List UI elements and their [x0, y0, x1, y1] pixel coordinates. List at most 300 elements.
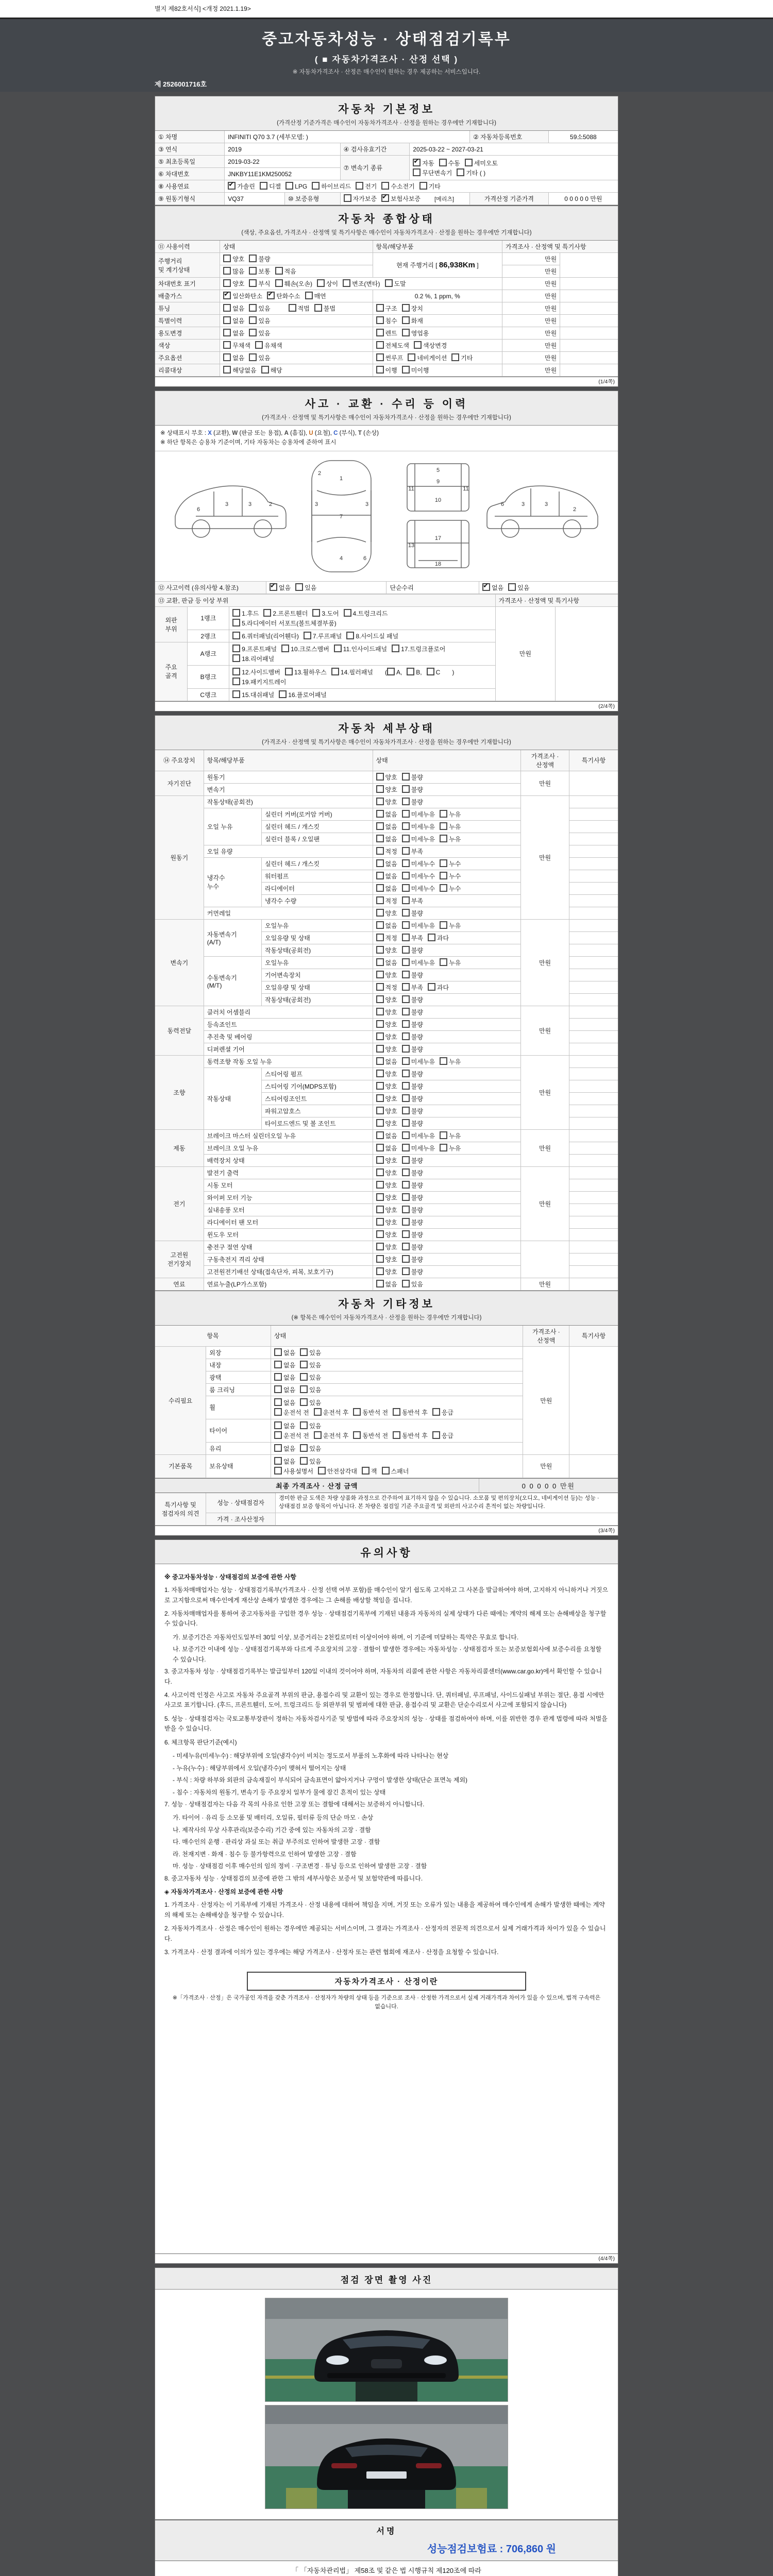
checkbox-양호[interactable]: 양호 — [376, 773, 397, 782]
checkbox-불량[interactable]: 불량 — [402, 785, 423, 794]
unchecked-checkbox-icon[interactable] — [318, 1467, 326, 1475]
checked-checkbox-icon[interactable] — [270, 583, 277, 591]
unchecked-checkbox-icon[interactable] — [440, 1131, 447, 1139]
checkbox-있음[interactable]: 있음 — [295, 583, 316, 592]
unchecked-checkbox-icon[interactable] — [376, 859, 384, 867]
unchecked-checkbox-icon[interactable] — [402, 1094, 410, 1102]
checkbox-없음[interactable]: 없음 — [223, 304, 244, 313]
unchecked-checkbox-icon[interactable] — [402, 847, 410, 855]
unchecked-checkbox-icon[interactable] — [223, 366, 231, 374]
checkbox-적음[interactable]: 적음 — [275, 267, 296, 276]
unchecked-checkbox-icon[interactable] — [432, 1408, 440, 1416]
unchecked-checkbox-icon[interactable] — [402, 1008, 410, 1015]
unchecked-checkbox-icon[interactable] — [376, 810, 384, 818]
checkbox-기타 ( )[interactable]: 기타 ( ) — [457, 168, 485, 177]
checkbox-없음[interactable]: 없음 — [274, 1348, 295, 1357]
checkbox-양호[interactable]: 양호 — [376, 1070, 397, 1078]
checkbox-누유[interactable]: 누유 — [440, 1057, 461, 1066]
checkbox-불법[interactable]: 불법 — [314, 304, 335, 313]
checkbox-적정[interactable]: 적정 — [376, 896, 397, 905]
checkbox-많음[interactable]: 많음 — [223, 267, 244, 276]
checkbox-없음[interactable]: 없음 — [274, 1361, 295, 1369]
unchecked-checkbox-icon[interactable] — [407, 668, 414, 675]
checkbox-있음[interactable]: 있음 — [300, 1444, 321, 1453]
checkbox-보험사보증[interactable]: ✔ 보험사보증 — [381, 194, 421, 203]
unchecked-checkbox-icon[interactable] — [376, 1156, 384, 1164]
checkbox-적정[interactable]: 적정 — [376, 983, 397, 992]
unchecked-checkbox-icon[interactable] — [300, 1444, 308, 1452]
checkbox-네비게이션[interactable]: 네비게이션 — [408, 353, 447, 362]
checkbox-12.사이드멤버[interactable]: 12.사이드멤버 — [232, 668, 280, 676]
unchecked-checkbox-icon[interactable] — [440, 921, 447, 929]
checkbox-미세누수[interactable]: 미세누수 — [402, 884, 435, 893]
unchecked-checkbox-icon[interactable] — [331, 668, 339, 675]
checkbox-불량[interactable]: 불량 — [402, 798, 423, 806]
checkbox-양호[interactable]: 양호 — [376, 785, 397, 794]
checkbox-잭[interactable]: 잭 — [362, 1467, 377, 1476]
checkbox-8.사이드실 패널[interactable]: 8.사이드실 패널 — [346, 632, 398, 640]
checkbox-무단변속기[interactable]: 무단변속기 — [413, 168, 452, 177]
unchecked-checkbox-icon[interactable] — [223, 353, 231, 361]
unchecked-checkbox-icon[interactable] — [440, 822, 447, 830]
checkbox-누수[interactable]: 누수 — [440, 884, 461, 893]
unchecked-checkbox-icon[interactable] — [376, 785, 384, 793]
unchecked-checkbox-icon[interactable] — [232, 654, 240, 662]
unchecked-checkbox-icon[interactable] — [353, 1408, 361, 1416]
checkbox-상이[interactable]: 상이 — [317, 279, 338, 288]
unchecked-checkbox-icon[interactable] — [376, 921, 384, 929]
unchecked-checkbox-icon[interactable] — [402, 785, 410, 793]
checkbox-미이행[interactable]: 미이행 — [402, 366, 429, 375]
unchecked-checkbox-icon[interactable] — [274, 1457, 282, 1465]
checkbox-양호[interactable]: 양호 — [376, 1255, 397, 1264]
checkbox-양호[interactable]: 양호 — [376, 995, 397, 1004]
unchecked-checkbox-icon[interactable] — [232, 668, 240, 675]
unchecked-checkbox-icon[interactable] — [285, 182, 293, 190]
checkbox-동반석 전[interactable]: 동반석 전 — [353, 1431, 388, 1440]
checkbox-11.인사이드패널[interactable]: 11.인사이드패널 — [334, 645, 387, 653]
unchecked-checkbox-icon[interactable] — [232, 677, 240, 685]
unchecked-checkbox-icon[interactable] — [274, 1408, 282, 1416]
unchecked-checkbox-icon[interactable] — [402, 1156, 410, 1164]
unchecked-checkbox-icon[interactable] — [376, 971, 384, 978]
unchecked-checkbox-icon[interactable] — [300, 1385, 308, 1393]
unchecked-checkbox-icon[interactable] — [275, 267, 283, 275]
unchecked-checkbox-icon[interactable] — [402, 971, 410, 978]
unchecked-checkbox-icon[interactable] — [249, 316, 257, 324]
checkbox-해당[interactable]: 해당 — [261, 366, 282, 375]
checkbox-없음[interactable]: 없음 — [376, 921, 397, 930]
checkbox-없음[interactable]: 없음 — [376, 884, 397, 893]
checkbox-양호[interactable]: 양호 — [376, 798, 397, 806]
checkbox-있음[interactable]: 있음 — [249, 353, 270, 362]
checkbox-미세누유[interactable]: 미세누유 — [402, 921, 435, 930]
unchecked-checkbox-icon[interactable] — [402, 773, 410, 781]
unchecked-checkbox-icon[interactable] — [274, 1361, 282, 1368]
checkbox-탄화수소[interactable]: ✔ 탄화수소 — [267, 292, 300, 300]
unchecked-checkbox-icon[interactable] — [376, 1131, 384, 1139]
unchecked-checkbox-icon[interactable] — [393, 1431, 400, 1439]
unchecked-checkbox-icon[interactable] — [223, 329, 231, 336]
checkbox-15.대쉬패널[interactable]: 15.대쉬패널 — [232, 690, 274, 699]
unchecked-checkbox-icon[interactable] — [362, 1467, 369, 1475]
checkbox-17.트렁크플로어[interactable]: 17.트렁크플로어 — [392, 645, 445, 653]
unchecked-checkbox-icon[interactable] — [376, 1107, 384, 1114]
checkbox-미세누수[interactable]: 미세누수 — [402, 872, 435, 880]
unchecked-checkbox-icon[interactable] — [295, 583, 303, 591]
unchecked-checkbox-icon[interactable] — [402, 1168, 410, 1176]
unchecked-checkbox-icon[interactable] — [392, 645, 399, 652]
unchecked-checkbox-icon[interactable] — [334, 645, 342, 652]
checkbox-없음[interactable]: 없음 — [376, 1280, 397, 1289]
unchecked-checkbox-icon[interactable] — [402, 921, 410, 929]
unchecked-checkbox-icon[interactable] — [314, 304, 322, 312]
checkbox-응급[interactable]: 응급 — [432, 1431, 453, 1440]
unchecked-checkbox-icon[interactable] — [274, 1398, 282, 1406]
unchecked-checkbox-icon[interactable] — [376, 995, 384, 1003]
unchecked-checkbox-icon[interactable] — [223, 279, 231, 287]
checkbox-없음[interactable]: 없음 — [223, 316, 244, 325]
checkbox-과다[interactable]: 과다 — [428, 983, 449, 992]
unchecked-checkbox-icon[interactable] — [249, 267, 257, 275]
checkbox-세미오토[interactable]: 세미오토 — [465, 159, 498, 167]
checkbox-양호[interactable]: 양호 — [376, 1218, 397, 1227]
checkbox-18.리어패널[interactable]: 18.리어패널 — [232, 654, 274, 663]
checked-checkbox-icon[interactable] — [413, 159, 421, 166]
unchecked-checkbox-icon[interactable] — [279, 690, 287, 698]
checkbox-5.라디에이터 서포트(볼트체결부품)[interactable]: 5.라디에이터 서포트(볼트체결부품) — [232, 619, 337, 628]
checkbox-없음[interactable]: ✔ 없음 — [270, 583, 291, 592]
checkbox-양호[interactable]: 양호 — [376, 1230, 397, 1239]
checkbox-누유[interactable]: 누유 — [440, 810, 461, 819]
unchecked-checkbox-icon[interactable] — [281, 645, 289, 652]
unchecked-checkbox-icon[interactable] — [274, 1444, 282, 1452]
unchecked-checkbox-icon[interactable] — [440, 884, 447, 892]
checked-checkbox-icon[interactable] — [228, 182, 236, 190]
checkbox-부족[interactable]: 부족 — [402, 934, 423, 942]
checkbox-불량[interactable]: 불량 — [402, 971, 423, 979]
unchecked-checkbox-icon[interactable] — [300, 1398, 308, 1406]
unchecked-checkbox-icon[interactable] — [274, 1431, 282, 1439]
checkbox-양호[interactable]: 양호 — [376, 1045, 397, 1054]
unchecked-checkbox-icon[interactable] — [376, 1144, 384, 1151]
unchecked-checkbox-icon[interactable] — [376, 1255, 384, 1263]
unchecked-checkbox-icon[interactable] — [274, 1348, 282, 1356]
unchecked-checkbox-icon[interactable] — [263, 609, 271, 617]
checkbox-스패너[interactable]: 스패너 — [382, 1467, 409, 1476]
checkbox-있음[interactable]: 있음 — [249, 329, 270, 337]
unchecked-checkbox-icon[interactable] — [402, 1032, 410, 1040]
unchecked-checkbox-icon[interactable] — [381, 182, 389, 190]
unchecked-checkbox-icon[interactable] — [376, 329, 384, 336]
unchecked-checkbox-icon[interactable] — [376, 958, 384, 966]
checkbox-있음[interactable]: 있음 — [508, 583, 529, 592]
unchecked-checkbox-icon[interactable] — [402, 983, 410, 991]
unchecked-checkbox-icon[interactable] — [413, 168, 421, 176]
checkbox-양호[interactable]: 양호 — [376, 1168, 397, 1177]
checked-checkbox-icon[interactable] — [381, 194, 389, 202]
checkbox-1.후드[interactable]: 1.후드 — [232, 609, 259, 618]
checkbox-양호[interactable]: 양호 — [223, 279, 244, 288]
checkbox-전체도색[interactable]: 전체도색 — [376, 341, 409, 350]
unchecked-checkbox-icon[interactable] — [440, 835, 447, 842]
checkbox-없음[interactable]: 없음 — [274, 1421, 295, 1430]
checkbox-14.필러패널[interactable]: 14.필러패널 — [331, 668, 373, 676]
unchecked-checkbox-icon[interactable] — [376, 909, 384, 917]
checkbox-누유[interactable]: 누유 — [440, 1131, 461, 1140]
checkbox-없음[interactable]: ✔ 없음 — [482, 583, 503, 592]
unchecked-checkbox-icon[interactable] — [376, 1206, 384, 1213]
unchecked-checkbox-icon[interactable] — [356, 182, 363, 190]
unchecked-checkbox-icon[interactable] — [385, 279, 393, 287]
unchecked-checkbox-icon[interactable] — [376, 798, 384, 805]
unchecked-checkbox-icon[interactable] — [402, 859, 410, 867]
checkbox-19.패키지트레이[interactable]: 19.패키지트레이 — [232, 677, 286, 686]
checkbox-유채색[interactable]: 유채색 — [255, 341, 282, 350]
unchecked-checkbox-icon[interactable] — [427, 668, 434, 675]
unchecked-checkbox-icon[interactable] — [305, 292, 313, 299]
unchecked-checkbox-icon[interactable] — [402, 329, 410, 336]
unchecked-checkbox-icon[interactable] — [376, 366, 384, 374]
checkbox-보통[interactable]: 보통 — [249, 267, 270, 276]
checkbox-영업용[interactable]: 영업용 — [402, 329, 429, 337]
unchecked-checkbox-icon[interactable] — [376, 1032, 384, 1040]
checkbox-미세누유[interactable]: 미세누유 — [402, 835, 435, 843]
unchecked-checkbox-icon[interactable] — [402, 835, 410, 842]
checkbox-동반석 후[interactable]: 동반석 후 — [393, 1408, 428, 1417]
checkbox-불량[interactable]: 불량 — [402, 1218, 423, 1227]
unchecked-checkbox-icon[interactable] — [402, 958, 410, 966]
unchecked-checkbox-icon[interactable] — [376, 1168, 384, 1176]
unchecked-checkbox-icon[interactable] — [376, 1070, 384, 1077]
checkbox-C[interactable]: C — [427, 668, 441, 676]
checkbox-불량[interactable]: 불량 — [402, 1168, 423, 1177]
checkbox-양호[interactable]: 양호 — [376, 1032, 397, 1041]
unchecked-checkbox-icon[interactable] — [376, 1267, 384, 1275]
checkbox-불량[interactable]: 불량 — [402, 1156, 423, 1165]
unchecked-checkbox-icon[interactable] — [376, 1230, 384, 1238]
checkbox-변조(변타)[interactable]: 변조(변타) — [343, 279, 380, 288]
unchecked-checkbox-icon[interactable] — [223, 304, 231, 312]
unchecked-checkbox-icon[interactable] — [402, 1119, 410, 1127]
unchecked-checkbox-icon[interactable] — [274, 1467, 282, 1475]
unchecked-checkbox-icon[interactable] — [402, 1082, 410, 1090]
unchecked-checkbox-icon[interactable] — [419, 182, 427, 190]
checkbox-없음[interactable]: 없음 — [274, 1457, 295, 1466]
checkbox-없음[interactable]: 없음 — [223, 353, 244, 362]
checkbox-가솔린[interactable]: ✔ 가솔린 — [228, 182, 255, 191]
checkbox-과다[interactable]: 과다 — [428, 934, 449, 942]
unchecked-checkbox-icon[interactable] — [344, 609, 351, 617]
unchecked-checkbox-icon[interactable] — [465, 159, 473, 166]
unchecked-checkbox-icon[interactable] — [402, 1181, 410, 1189]
checkbox-있음[interactable]: 있음 — [300, 1361, 321, 1369]
unchecked-checkbox-icon[interactable] — [312, 609, 320, 617]
unchecked-checkbox-icon[interactable] — [376, 934, 384, 941]
unchecked-checkbox-icon[interactable] — [275, 279, 283, 287]
unchecked-checkbox-icon[interactable] — [402, 909, 410, 917]
unchecked-checkbox-icon[interactable] — [402, 1243, 410, 1250]
checkbox-수동[interactable]: 수동 — [439, 159, 460, 167]
checkbox-양호[interactable]: 양호 — [376, 909, 397, 918]
unchecked-checkbox-icon[interactable] — [249, 279, 257, 287]
unchecked-checkbox-icon[interactable] — [402, 1255, 410, 1263]
checkbox-응급[interactable]: 응급 — [432, 1408, 453, 1417]
checkbox-있음[interactable]: 있음 — [402, 1280, 423, 1289]
checkbox-있음[interactable]: 있음 — [300, 1398, 321, 1407]
checkbox-있음[interactable]: 있음 — [300, 1457, 321, 1466]
checkbox-불량[interactable]: 불량 — [402, 1255, 423, 1264]
unchecked-checkbox-icon[interactable] — [376, 847, 384, 855]
checkbox-도말[interactable]: 도말 — [385, 279, 406, 288]
checkbox-해당없음[interactable]: 해당없음 — [223, 366, 256, 375]
checkbox-불량[interactable]: 불량 — [402, 1032, 423, 1041]
unchecked-checkbox-icon[interactable] — [232, 632, 240, 639]
checkbox-미세누유[interactable]: 미세누유 — [402, 1144, 435, 1153]
checkbox-있음[interactable]: 있음 — [300, 1421, 321, 1430]
checkbox-적정[interactable]: 적정 — [376, 847, 397, 856]
checkbox-불량[interactable]: 불량 — [402, 995, 423, 1004]
checkbox-없음[interactable]: 없음 — [376, 810, 397, 819]
unchecked-checkbox-icon[interactable] — [376, 1243, 384, 1250]
checkbox-없음[interactable]: 없음 — [376, 835, 397, 843]
unchecked-checkbox-icon[interactable] — [508, 583, 516, 591]
unchecked-checkbox-icon[interactable] — [223, 255, 231, 262]
unchecked-checkbox-icon[interactable] — [223, 316, 231, 324]
unchecked-checkbox-icon[interactable] — [376, 341, 384, 349]
unchecked-checkbox-icon[interactable] — [376, 1119, 384, 1127]
checkbox-양호[interactable]: 양호 — [376, 1094, 397, 1103]
checkbox-없음[interactable]: 없음 — [376, 822, 397, 831]
checkbox-부식[interactable]: 부식 — [249, 279, 270, 288]
checkbox-일산화탄소[interactable]: ✔ 일산화탄소 — [223, 292, 262, 300]
checkbox-기타[interactable]: 기타 — [451, 353, 473, 362]
checkbox-디젤[interactable]: 디젤 — [260, 182, 281, 191]
unchecked-checkbox-icon[interactable] — [289, 304, 296, 312]
unchecked-checkbox-icon[interactable] — [223, 267, 231, 275]
checkbox-미세누유[interactable]: 미세누유 — [402, 1131, 435, 1140]
checkbox-양호[interactable]: 양호 — [376, 1156, 397, 1165]
checkbox-동반석 후[interactable]: 동반석 후 — [393, 1431, 428, 1440]
unchecked-checkbox-icon[interactable] — [376, 316, 384, 324]
checkbox-있음[interactable]: 있음 — [300, 1373, 321, 1382]
unchecked-checkbox-icon[interactable] — [376, 1181, 384, 1189]
checkbox-미세누유[interactable]: 미세누유 — [402, 822, 435, 831]
checkbox-2.프론트휀더[interactable]: 2.프론트휀더 — [263, 609, 308, 618]
unchecked-checkbox-icon[interactable] — [343, 279, 350, 287]
unchecked-checkbox-icon[interactable] — [402, 1218, 410, 1226]
unchecked-checkbox-icon[interactable] — [300, 1421, 308, 1429]
unchecked-checkbox-icon[interactable] — [376, 1008, 384, 1015]
checkbox-불량[interactable]: 불량 — [402, 1008, 423, 1016]
checkbox-자동[interactable]: ✔자동 — [413, 159, 434, 167]
unchecked-checkbox-icon[interactable] — [402, 946, 410, 954]
unchecked-checkbox-icon[interactable] — [274, 1373, 282, 1381]
unchecked-checkbox-icon[interactable] — [402, 1131, 410, 1139]
checkbox-누유[interactable]: 누유 — [440, 822, 461, 831]
checkbox-4.트렁크리드[interactable]: 4.트렁크리드 — [344, 609, 388, 618]
checkbox-미세누수[interactable]: 미세누수 — [402, 859, 435, 868]
unchecked-checkbox-icon[interactable] — [249, 255, 257, 262]
unchecked-checkbox-icon[interactable] — [402, 884, 410, 892]
unchecked-checkbox-icon[interactable] — [402, 995, 410, 1003]
checkbox-장치[interactable]: 장치 — [402, 304, 423, 313]
checkbox-양호[interactable]: 양호 — [376, 1082, 397, 1091]
checkbox-없음[interactable]: 없음 — [274, 1398, 295, 1407]
unchecked-checkbox-icon[interactable] — [232, 609, 240, 617]
checkbox-불량[interactable]: 불량 — [402, 1070, 423, 1078]
checkbox-불량[interactable]: 불량 — [402, 946, 423, 955]
checkbox-운전석 전[interactable]: 운전석 전 — [274, 1431, 309, 1440]
checkbox-안전삼각대[interactable]: 안전삼각대 — [318, 1467, 357, 1476]
checkbox-썬루프[interactable]: 썬루프 — [376, 353, 404, 362]
checkbox-없음[interactable]: 없음 — [223, 329, 244, 337]
checkbox-누유[interactable]: 누유 — [440, 921, 461, 930]
unchecked-checkbox-icon[interactable] — [440, 958, 447, 966]
checkbox-운전석 후[interactable]: 운전석 후 — [314, 1408, 349, 1417]
unchecked-checkbox-icon[interactable] — [440, 1144, 447, 1151]
checkbox-미세누유[interactable]: 미세누유 — [402, 958, 435, 967]
unchecked-checkbox-icon[interactable] — [232, 645, 240, 652]
unchecked-checkbox-icon[interactable] — [376, 872, 384, 879]
unchecked-checkbox-icon[interactable] — [300, 1457, 308, 1465]
checkbox-색상변경[interactable]: 색상변경 — [414, 341, 447, 350]
unchecked-checkbox-icon[interactable] — [260, 182, 267, 190]
checkbox-화재[interactable]: 화재 — [402, 316, 423, 325]
checkbox-없음[interactable]: 없음 — [376, 1144, 397, 1153]
unchecked-checkbox-icon[interactable] — [249, 304, 257, 312]
unchecked-checkbox-icon[interactable] — [261, 366, 269, 374]
checkbox-양호[interactable]: 양호 — [376, 1107, 397, 1115]
unchecked-checkbox-icon[interactable] — [402, 1020, 410, 1028]
unchecked-checkbox-icon[interactable] — [402, 810, 410, 818]
checkbox-불량[interactable]: 불량 — [402, 1094, 423, 1103]
checkbox-양호[interactable]: 양호 — [376, 1206, 397, 1214]
checkbox-적법[interactable]: 적법 — [289, 304, 310, 313]
unchecked-checkbox-icon[interactable] — [255, 341, 263, 349]
unchecked-checkbox-icon[interactable] — [344, 194, 351, 202]
unchecked-checkbox-icon[interactable] — [376, 983, 384, 991]
checkbox-불량[interactable]: 불량 — [402, 1206, 423, 1214]
unchecked-checkbox-icon[interactable] — [402, 1070, 410, 1077]
unchecked-checkbox-icon[interactable] — [402, 1230, 410, 1238]
unchecked-checkbox-icon[interactable] — [376, 896, 384, 904]
unchecked-checkbox-icon[interactable] — [353, 1431, 361, 1439]
checkbox-부족[interactable]: 부족 — [402, 847, 423, 856]
unchecked-checkbox-icon[interactable] — [249, 353, 257, 361]
checkbox-훼손(오손)[interactable]: 훼손(오손) — [275, 279, 312, 288]
unchecked-checkbox-icon[interactable] — [304, 632, 311, 639]
unchecked-checkbox-icon[interactable] — [346, 632, 354, 639]
checkbox-미세누유[interactable]: 미세누유 — [402, 1057, 435, 1066]
checkbox-3.도어[interactable]: 3.도어 — [312, 609, 339, 618]
checkbox-불량[interactable]: 불량 — [402, 1045, 423, 1054]
checkbox-10.크로스멤버[interactable]: 10.크로스멤버 — [281, 645, 329, 653]
checkbox-7.루프패널[interactable]: 7.루프패널 — [304, 632, 342, 640]
checkbox-없음[interactable]: 없음 — [376, 1131, 397, 1140]
unchecked-checkbox-icon[interactable] — [314, 1431, 322, 1439]
unchecked-checkbox-icon[interactable] — [376, 835, 384, 842]
unchecked-checkbox-icon[interactable] — [232, 690, 240, 698]
checkbox-불량[interactable]: 불량 — [402, 1230, 423, 1239]
unchecked-checkbox-icon[interactable] — [376, 353, 384, 361]
checkbox-수소전기[interactable]: 수소전기 — [381, 182, 414, 191]
checkbox-A,[interactable]: A, — [387, 668, 402, 676]
unchecked-checkbox-icon[interactable] — [414, 341, 422, 349]
unchecked-checkbox-icon[interactable] — [402, 1280, 410, 1287]
unchecked-checkbox-icon[interactable] — [402, 872, 410, 879]
checkbox-있음[interactable]: 있음 — [249, 316, 270, 325]
